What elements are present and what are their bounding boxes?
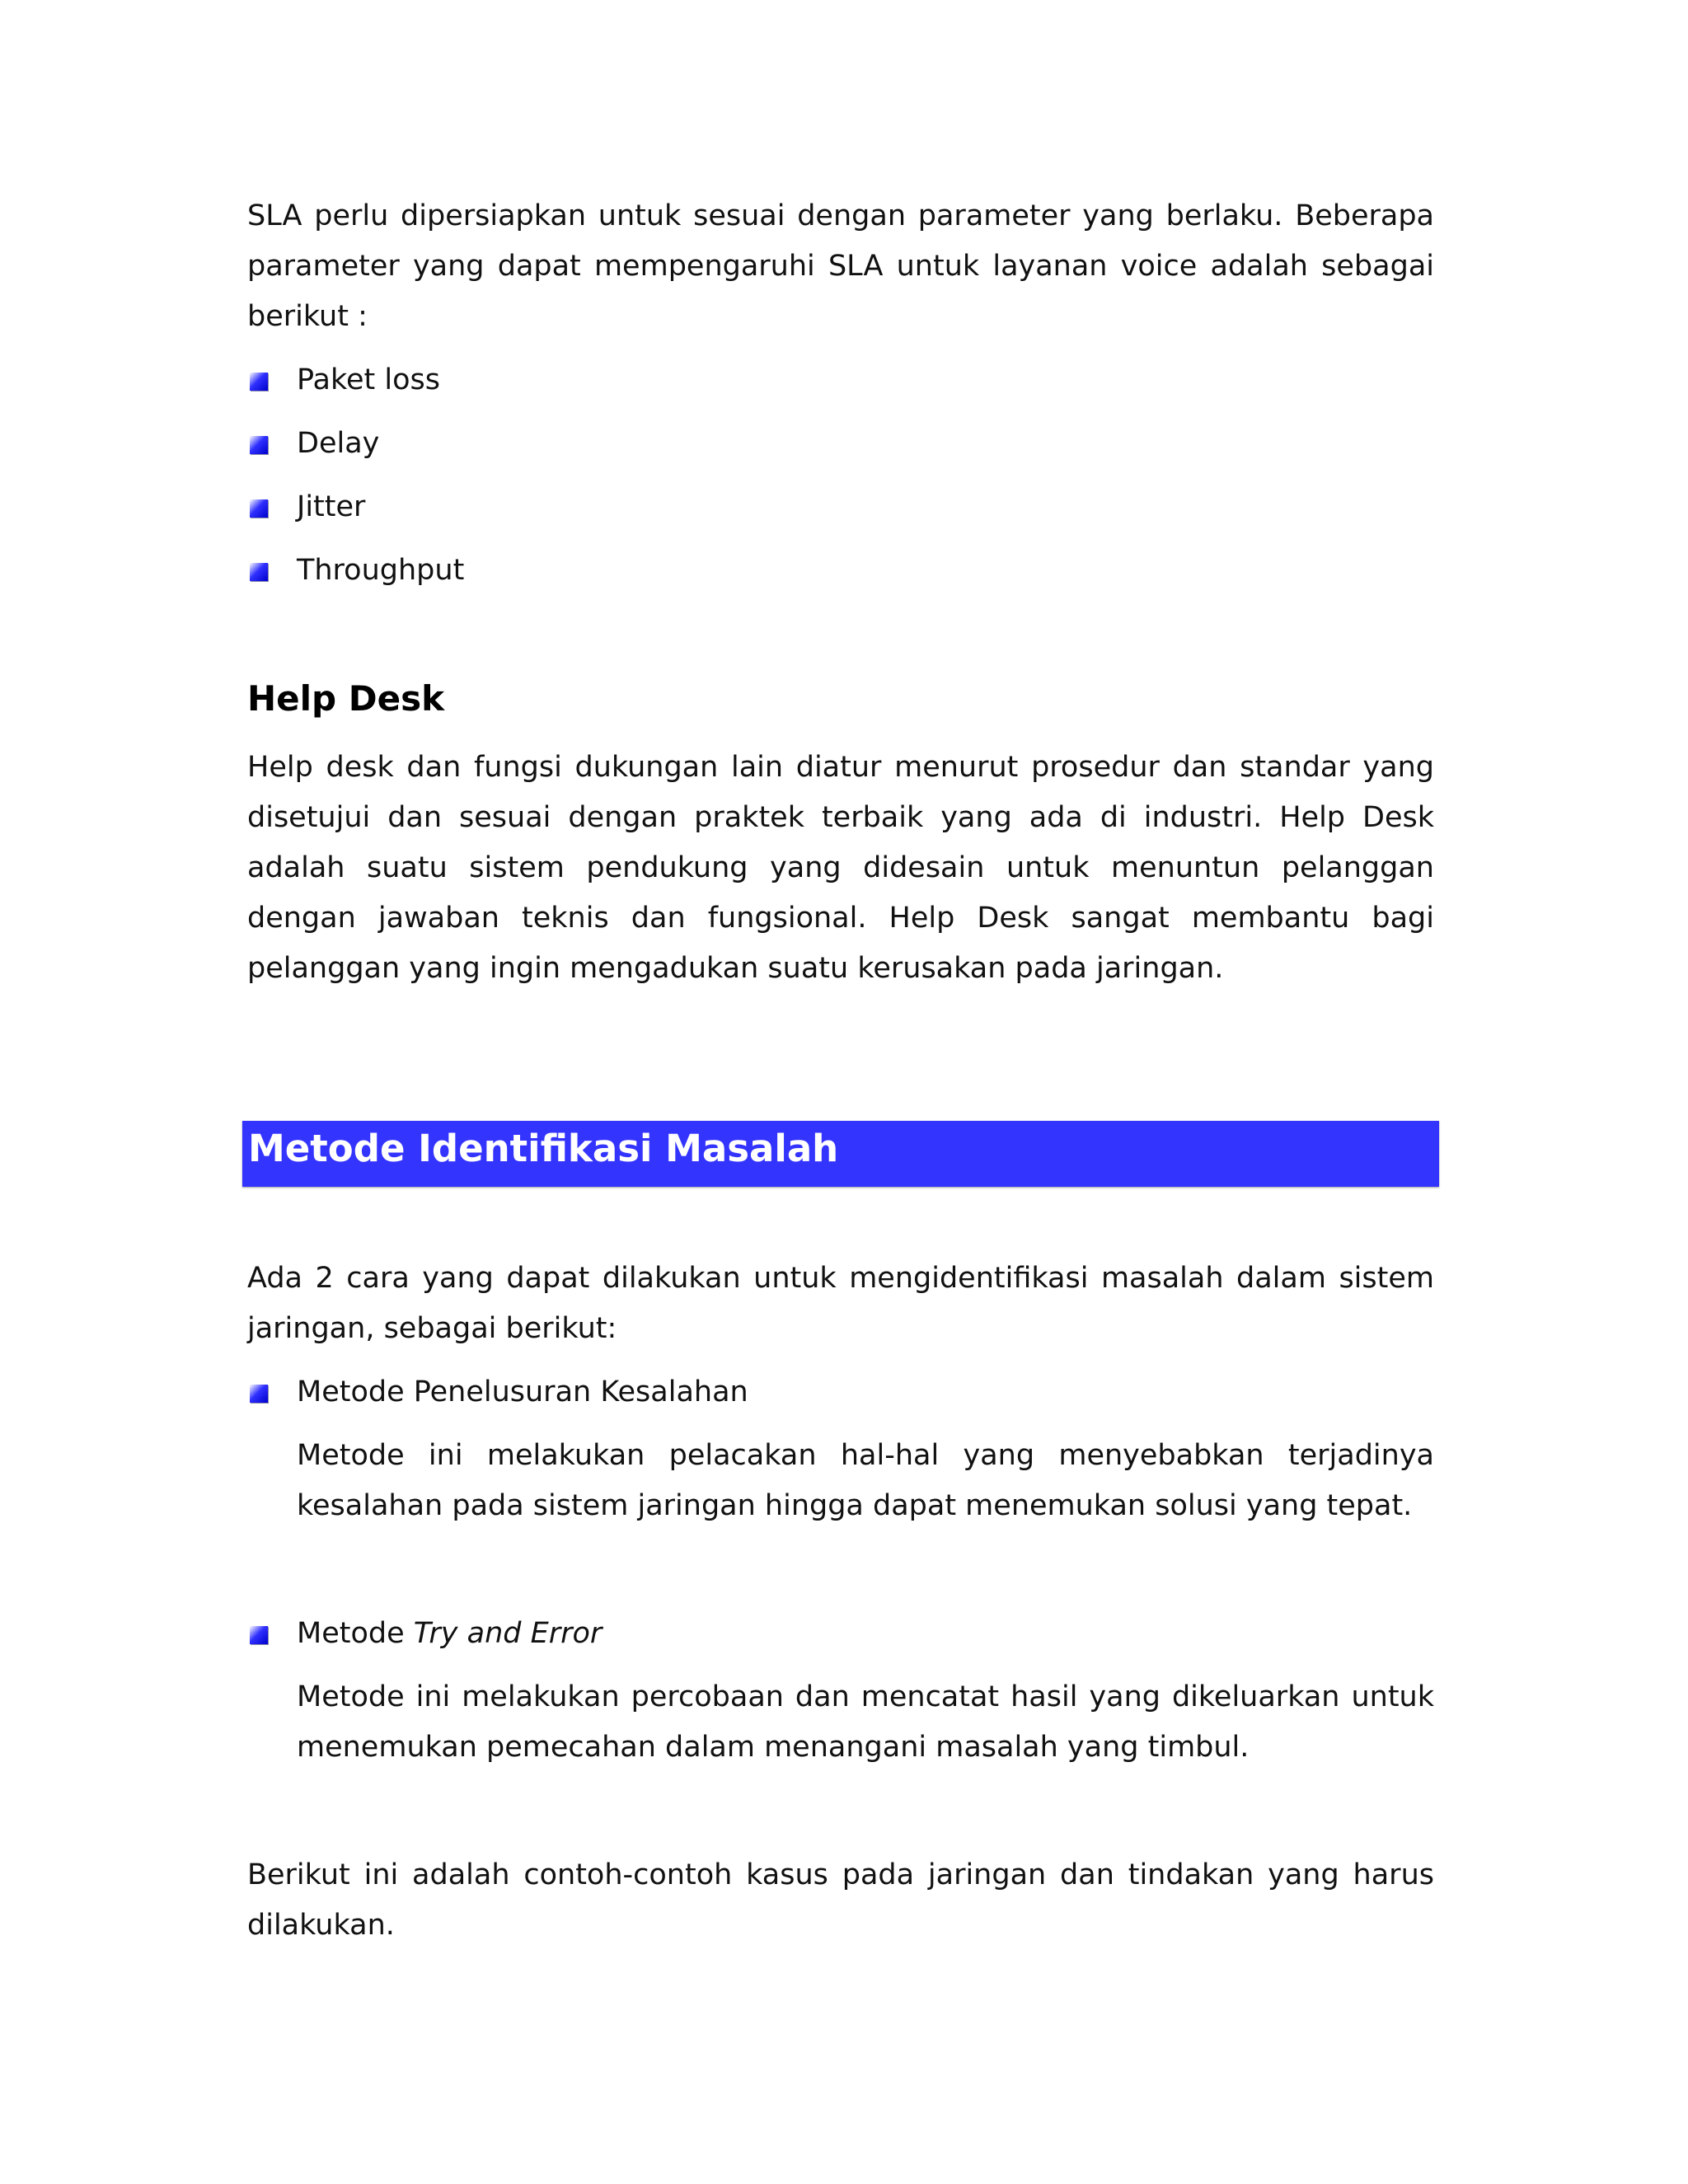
closing-paragraph: Berikut ini adalah contoh-contoh kasus pada jaringan dan tindakan yang harus dilakukan.	[247, 1858, 1434, 1942]
sla-parameter-list	[247, 355, 1434, 596]
page-content-top	[247, 191, 1434, 994]
section-title: Metode Identifikasi Masalah	[248, 1127, 839, 1170]
list-item	[247, 482, 1434, 532]
method-list	[247, 1609, 1434, 1659]
method-description: Metode ini melakukan percobaan dan mencatat hasil yang dikeluarkan untuk menemukan pemecahan dalam menangani masalah yang timbul.	[297, 1680, 1434, 1764]
blue-square-bullet-icon	[250, 1385, 268, 1403]
help-desk-heading: Help Desk	[247, 678, 444, 719]
list-item-label: Delay	[297, 427, 380, 460]
section-title-bar	[242, 1121, 1439, 1187]
list-item	[247, 355, 1434, 405]
intro-paragraph: SLA perlu dipersiapkan untuk sesuai dengan parameter yang berlaku. Beberapa parameter yang dapat mempengaruhi SLA untuk layanan voice adalah sebagai berikut :	[247, 199, 1434, 333]
blue-square-bullet-icon	[250, 499, 268, 518]
list-item	[247, 546, 1434, 596]
blue-square-bullet-icon	[250, 436, 268, 454]
list-item	[247, 1609, 1434, 1659]
list-item	[247, 419, 1434, 469]
method-label-italic: Try and Error	[413, 1617, 603, 1650]
page-content-bottom	[247, 1254, 1434, 1951]
method-list	[247, 1367, 1434, 1418]
method-label: Metode Penelusuran Kesalahan	[297, 1376, 748, 1408]
blue-square-bullet-icon	[250, 563, 268, 581]
section-intro-paragraph: Ada 2 cara yang dapat dilakukan untuk mengidentifikasi masalah dalam sistem jaringan, sebagai berikut:	[247, 1262, 1434, 1345]
method-label-prefix: Metode	[297, 1617, 414, 1650]
list-item-label: Throughput	[297, 554, 465, 587]
help-desk-paragraph: Help desk dan fungsi dukungan lain diatur menurut prosedur dan standar yang disetujui dan sesuai dengan praktek terbaik yang ada di industri. Help Desk adalah suatu sistem pendukung yang didesain untuk menuntun pelanggan dengan jawaban teknis dan fungsional. Help Desk sangat membantu bagi pelanggan yang ingin mengadukan suatu kerusakan pada jaringan.	[247, 751, 1434, 985]
list-item	[247, 1367, 1434, 1418]
list-item-label: Paket loss	[297, 363, 440, 396]
method-description: Metode ini melakukan pelacakan hal-hal yang menyebabkan terjadinya kesalahan pada sistem jaringan hingga dapat menemukan solusi yang tepat.	[297, 1439, 1434, 1522]
blue-square-bullet-icon	[250, 373, 268, 391]
blue-square-bullet-icon	[250, 1626, 268, 1644]
list-item-label: Jitter	[297, 490, 366, 523]
